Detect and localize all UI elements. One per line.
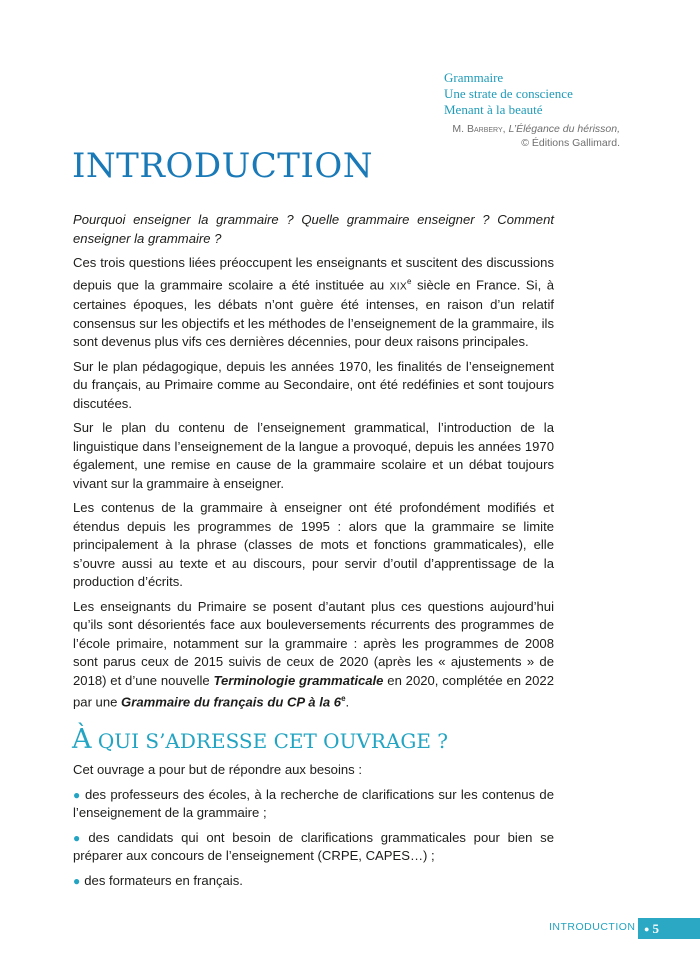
- bullet-icon: ●: [73, 830, 85, 845]
- audience-intro: Cet ouvrage a pour but de répondre aux besoins :: [73, 762, 362, 777]
- section-heading-rest: QUI S’ADRESSE CET OUVRAGE ?: [91, 729, 449, 753]
- section-heading-cap: À: [72, 724, 92, 755]
- audience-list: [73, 786, 554, 891]
- bullet-icon: ●: [73, 873, 81, 888]
- bullet-icon: ●: [73, 787, 81, 802]
- list-item: [73, 829, 554, 866]
- grade-sup: e: [341, 694, 346, 704]
- epigraph-line-3: Menant à la beauté: [444, 102, 543, 117]
- intro-paragraph-3: Sur le plan du contenu de l’enseignement grammatical, l’introduction de la linguistique dans l’enseignement de la langue a provoqué, depuis les années 1970 également, une remise en cause de la grammaire scolaire et un débat toujours vivant sur la grammaire à enseigner.: [73, 420, 554, 491]
- list-item-text: des formateurs en français.: [84, 872, 243, 888]
- epigraph-work: L’Élégance du hérisson,: [508, 123, 620, 135]
- grammar-book-title: Grammaire du français du CP à la 6: [121, 694, 342, 710]
- intro-p5-a: Les enseignants du Primaire se posent d’autant plus ces questions aujourd’hui qu’ils sont désorientés face aux bouleversements récurrents des programmes de l’école primaire, notamment sur la grammaire : après les programmes de 2008 sont parus ceux de 2015 suivis de ceux de 2020 (après les « ajustements » de 2018) et d’une nouvelle: [73, 598, 554, 688]
- intro-lead-questions: Pourquoi enseigner la grammaire ? Quelle grammaire enseigner ? Comment enseigner la grammaire ?: [73, 212, 554, 246]
- intro-paragraph-2: Sur le plan pédagogique, depuis les années 1970, les finalités de l’enseignement du français, au Primaire comme au Secondaire, ont été redéfinies et sont toujours discutées.: [73, 358, 554, 411]
- list-item-text: des professeurs des écoles, à la recherche de clarifications sur les contenus de l’enseignement de la grammaire ;: [73, 786, 555, 820]
- epigraph: [444, 70, 684, 118]
- audience-section: [73, 761, 554, 896]
- list-item: [73, 786, 554, 823]
- page-title: INTRODUCTION: [72, 146, 373, 186]
- terminology-title: Terminologie grammaticale: [213, 672, 384, 688]
- page-number: 5: [652, 921, 659, 936]
- intro-body: [73, 211, 554, 718]
- intro-p5-b: en 2020, complétée en 2022 par une: [73, 672, 554, 710]
- list-item: [73, 872, 554, 891]
- page-number-tab: [638, 918, 700, 939]
- section-heading-audience: [72, 724, 448, 755]
- epigraph-rights: © Éditions Gallimard.: [521, 137, 620, 149]
- epigraph-author: M. Barbery: [452, 123, 503, 135]
- intro-paragraph-5: [73, 598, 554, 712]
- intro-p1-b: siècle en France. Si, à certaines époques, les débats n’ont guère été intenses, en raison d’un relatif consensus sur les objectifs et les méthodes de l’enseignement de la grammaire, ils sont devenus plus vifs ces dernières décennies, pour deux raisons principales.: [73, 276, 554, 350]
- list-item-text: des candidats qui ont besoin de clarifications grammaticales pour bien se préparer aux concours de l’enseignement (CRPE, CAPES…) ;: [73, 829, 555, 863]
- century-numeral: XIX: [389, 280, 408, 292]
- intro-p5-end: .: [345, 694, 350, 710]
- century-sup: e: [407, 276, 412, 286]
- intro-paragraph-1: [73, 254, 554, 352]
- epigraph-line-2: Une strate de conscience: [444, 86, 573, 101]
- intro-p1-a: Ces trois questions liées préoccupent les enseignants et suscitent des discussions depuis que la grammaire scolaire a été instituée au: [73, 255, 554, 292]
- epigraph-line-1: Grammaire: [444, 70, 504, 85]
- footer-running-title: INTRODUCTION: [549, 921, 636, 933]
- intro-paragraph-4: Les contenus de la grammaire à enseigner ont été profondément modifiés et étendus depuis les programmes de 1995 : alors que la grammaire se limite principalement à la phrase (classes de mots et fonctions grammaticales), elle s’ouvre aussi au texte et au discours, pour servir d’outil d’apprentissage de la production d’écrits.: [73, 500, 554, 590]
- bullet-icon: ●: [644, 924, 650, 934]
- epigraph-attribution: M. Barbery, L’Élégance du hérisson, © Éditions Gallimard.: [452, 123, 620, 149]
